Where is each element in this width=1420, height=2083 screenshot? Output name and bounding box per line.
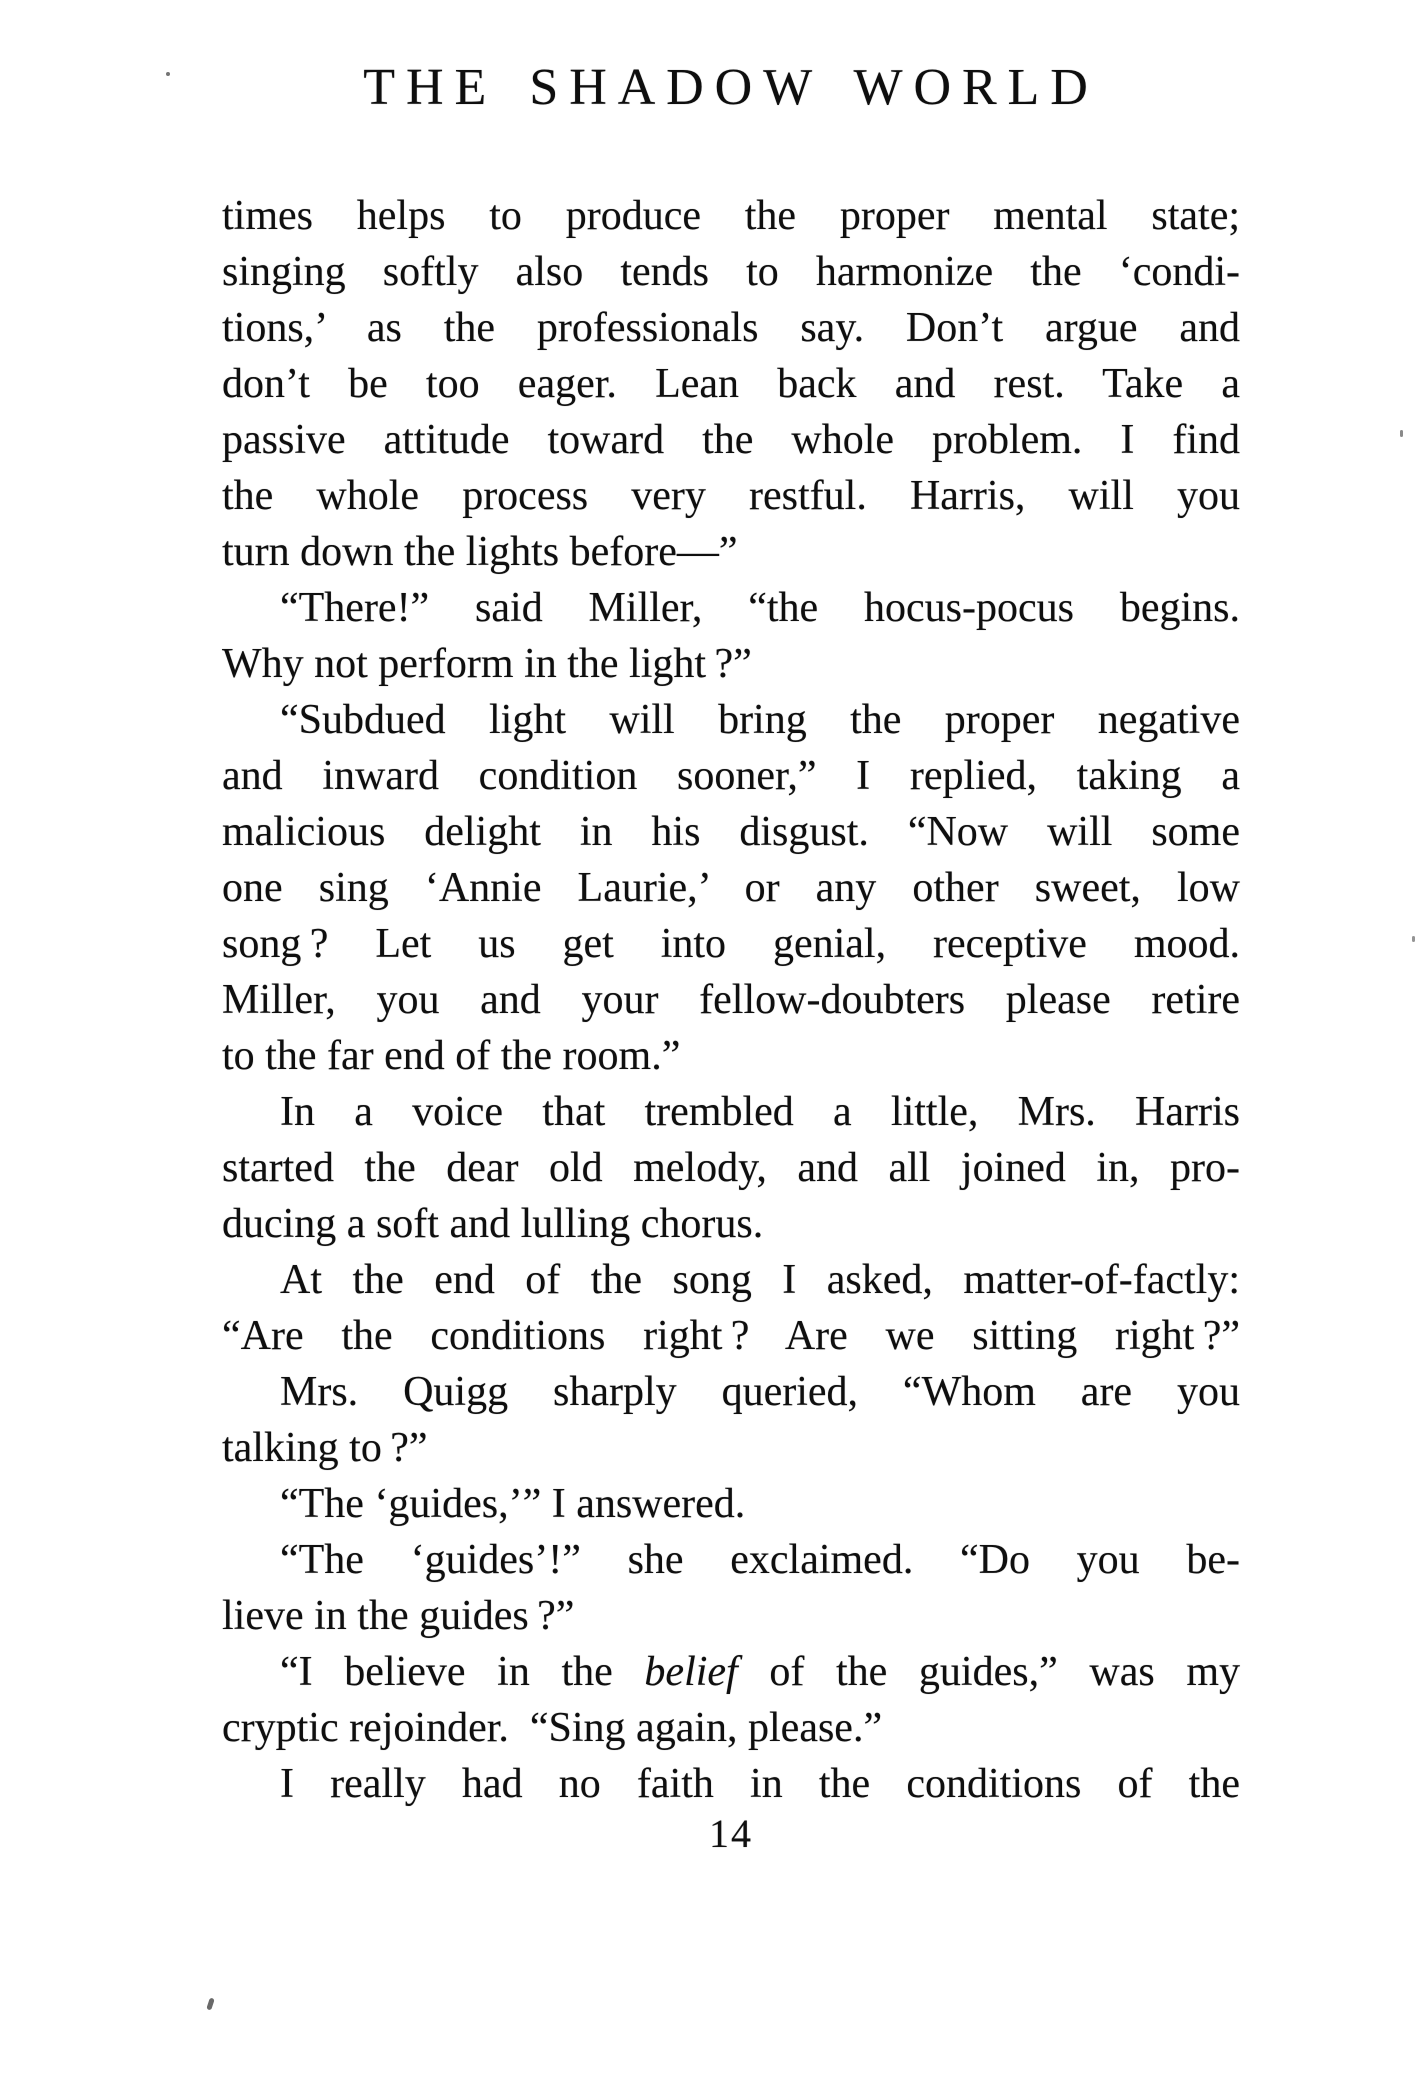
text-line: “The ‘guides’!” she exclaimed. “Do you be- — [280, 1537, 1240, 1583]
scan-artifact — [1400, 430, 1403, 437]
text-line: tions,’ as the professionals say. Don’t argue and — [222, 305, 1240, 351]
scan-artifact — [166, 72, 170, 76]
text-line: Why not perform in the light ?” — [222, 641, 752, 687]
text-line: “Are the conditions right ? Are we sitting right ?” — [222, 1313, 1240, 1359]
text-line: In a voice that trembled a little, Mrs. Harris — [280, 1089, 1240, 1135]
text-line: don’t be too eager. Lean back and rest. Take a — [222, 361, 1240, 407]
text-line — [222, 1644, 1240, 1700]
text-line: “The ‘guides,’” I answered. — [280, 1481, 746, 1527]
text-line: At the end of the song I asked, matter-of-factly: — [280, 1257, 1240, 1303]
italic-word: belief — [644, 1649, 738, 1695]
text-segment: “I believe in the — [280, 1649, 645, 1695]
text-segment: of the guides,” was my — [737, 1649, 1240, 1695]
text-line: the whole process very restful. Harris, will you — [222, 473, 1240, 519]
text-line: one sing ‘Annie Laurie,’ or any other sweet, low — [222, 865, 1240, 911]
text-line: song ? Let us get into genial, receptive mood. — [222, 921, 1240, 967]
text-line: ducing a soft and lulling chorus. — [222, 1201, 764, 1247]
text-line: “There!” said Miller, “the hocus-pocus begins. — [280, 585, 1240, 631]
page-title: THE SHADOW WORLD — [363, 59, 1099, 116]
text-line: to the far end of the room.” — [222, 1033, 681, 1079]
text-line: lieve in the guides ?” — [222, 1593, 575, 1639]
text-line: singing softly also tends to harmonize the ‘condi- — [222, 249, 1240, 295]
text-line: turn down the lights before—” — [222, 529, 738, 575]
scan-artifact — [206, 1998, 214, 2011]
scan-artifact — [1412, 936, 1415, 942]
page-number: 14 — [709, 1811, 753, 1856]
text-line: talking to ?” — [222, 1425, 428, 1471]
body-text — [222, 188, 1240, 1812]
text-line: cryptic rejoinder. “Sing again, please.” — [222, 1705, 883, 1751]
text-line: malicious delight in his disgust. “Now will some — [222, 809, 1240, 855]
text-line: times helps to produce the proper mental state; — [222, 193, 1240, 239]
text-line: I really had no faith in the conditions of the — [280, 1761, 1240, 1807]
text-line: started the dear old melody, and all joined in, pro- — [222, 1145, 1240, 1191]
text-line: Miller, you and your fellow-doubters please retire — [222, 977, 1240, 1023]
text-line: and inward condition sooner,” I replied, taking a — [222, 753, 1240, 799]
text-line: “Subdued light will bring the proper negative — [280, 697, 1240, 743]
text-line: passive attitude toward the whole problem. I find — [222, 417, 1240, 463]
text-line: Mrs. Quigg sharply queried, “Whom are you — [280, 1369, 1240, 1415]
